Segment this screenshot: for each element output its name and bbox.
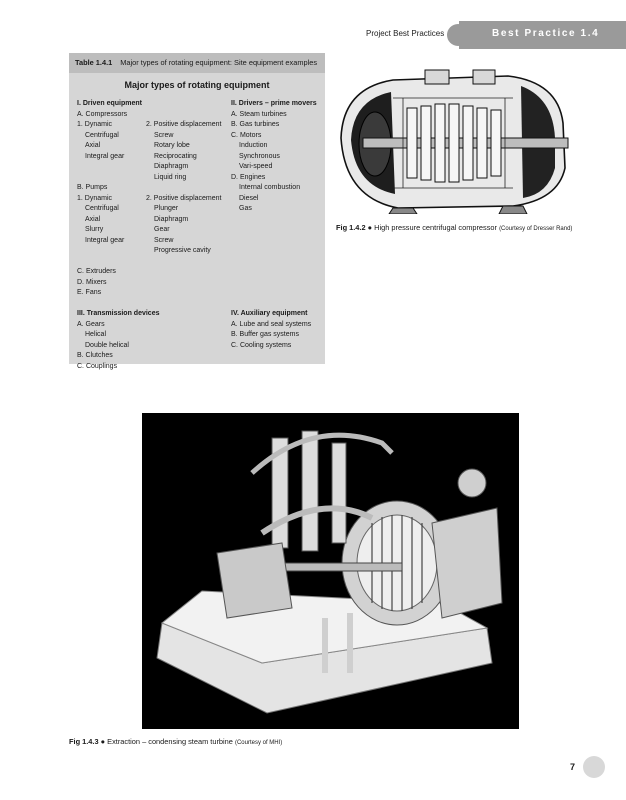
fig-1-4-3-number: Fig 1.4.3 (69, 737, 99, 746)
table-cell: Diesel (239, 194, 259, 202)
table-cell (231, 215, 317, 226)
table-cell: C. Cooling systems (231, 341, 292, 349)
table-caption-bar (69, 53, 325, 73)
table-cell: Centrifugal (85, 205, 119, 212)
table-cell: Helical (85, 331, 107, 338)
table-cell (77, 257, 159, 268)
page-number-circle (583, 756, 605, 778)
table-cell: Plunger (154, 205, 179, 212)
table-cell (231, 257, 317, 268)
table-cell: Axial (85, 142, 101, 149)
table-cell: Rotary lobe (154, 142, 190, 149)
table-cell (231, 246, 317, 257)
fig-1-4-3-source: (Courtesy of MHI) (234, 740, 283, 746)
table-cell: 1. Dynamic (77, 194, 113, 202)
table-cell: 2. Positive displacement (146, 194, 222, 202)
table-cell: II. Drivers – prime movers (231, 100, 317, 107)
table-cell (146, 99, 221, 110)
table-cell: A. Lube and seal systems (231, 320, 312, 328)
table-cell: B. Clutches (77, 352, 113, 359)
equipment-table (69, 53, 325, 370)
best-practice-label: Best Practice 1.4 (492, 28, 600, 39)
table-number: Table 1.4.1 (75, 58, 113, 67)
table-column-2 (146, 99, 221, 257)
table-cell: B. Pumps (77, 184, 108, 191)
table-cell: Gas (239, 205, 252, 212)
compressor-drawing (333, 68, 578, 214)
table-cell: A. Steam turbines (231, 110, 287, 118)
bullet-icon: ● (100, 737, 106, 746)
table-cell: Integral gear (85, 236, 125, 244)
table-cell: Vari-speed (239, 163, 273, 170)
table-cell: C. Couplings (77, 362, 118, 370)
section-label: Project Best Practices (366, 29, 445, 38)
table-cell (231, 225, 317, 236)
table-cell: Slurry (85, 226, 104, 233)
table-cell (77, 299, 159, 310)
table-cell: 1. Dynamic (77, 121, 113, 128)
fig-1-4-2-caption (336, 223, 576, 234)
table-cell: Induction (239, 142, 268, 149)
table-cell: Diaphragm (154, 163, 189, 170)
table-cell: B. Buffer gas systems (231, 331, 299, 338)
table-caption: Major types of rotating equipment: Site equipment examples (120, 58, 318, 67)
fig-1-4-2-text: High pressure centrifugal compressor (374, 223, 497, 232)
table-cell: Internal combustion (239, 184, 301, 191)
table-cell (231, 299, 317, 310)
table-cell: Gear (154, 226, 170, 233)
table-cell: Reciprocating (154, 152, 197, 160)
table-cell: A. Gears (77, 320, 105, 328)
page-number: 7 (570, 762, 576, 772)
table-cell: E. Fans (77, 289, 102, 296)
table-cell: D. Mixers (77, 278, 107, 286)
table-cell: Centrifugal (85, 131, 119, 139)
table-cell: Progressive cavity (154, 247, 211, 254)
table-cell: Synchronous (239, 152, 280, 160)
table-cell (231, 278, 317, 289)
fig-1-4-2-number: Fig 1.4.2 (336, 223, 366, 232)
table-cell: C. Extruders (77, 268, 116, 275)
table-title: Major types of rotating equipment (124, 80, 270, 90)
table-cell: Liquid ring (154, 173, 187, 181)
table-cell: 2. Positive displacement (146, 121, 222, 128)
fig-1-4-3-caption (69, 737, 489, 748)
table-cell: Screw (154, 236, 174, 244)
table-cell: D. Engines (231, 173, 266, 181)
table-cell: Double helical (85, 341, 129, 349)
table-cell: III. Transmission devices (77, 310, 160, 317)
steam-turbine-figure (142, 413, 519, 729)
table-cell: Screw (154, 131, 174, 139)
steam-turbine-drawing (142, 413, 519, 729)
compressor-figure (333, 68, 578, 214)
fig-1-4-3-text: Extraction – condensing steam turbine (107, 737, 233, 746)
bullet-icon: ● (367, 223, 373, 232)
table-cell: IV. Auxiliary equipment (231, 310, 308, 317)
fig-1-4-2-source: (Courtesy of Dresser Rand) (499, 226, 573, 232)
table-cell: Integral gear (85, 152, 125, 160)
table-cell: C. Motors (231, 131, 262, 139)
table-column-3 (231, 99, 317, 351)
table-cell: Diaphragm (154, 215, 189, 223)
table-cell: I. Driven equipment (77, 100, 142, 107)
table-cell: B. Gas turbines (231, 121, 280, 128)
table-cell (231, 236, 317, 247)
table-cell: A. Compressors (77, 110, 128, 118)
table-cell (231, 288, 317, 299)
table-cell (231, 267, 317, 278)
table-cell (146, 183, 221, 194)
table-cell: Axial (85, 215, 101, 223)
table-cell (146, 110, 221, 121)
